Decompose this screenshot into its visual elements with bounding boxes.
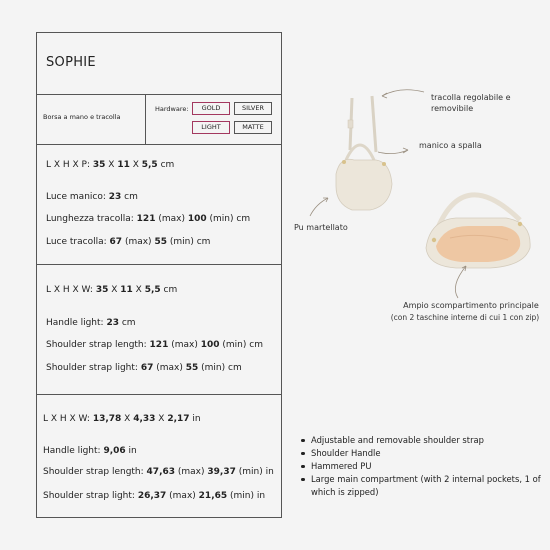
strap-length-line: Lunghezza tracolla: 121 (max) 100 (min) cm [46, 214, 251, 224]
title-row [37, 33, 281, 95]
hardware-option-silver[interactable]: SILVER [234, 102, 272, 115]
spec-sheet [36, 32, 282, 518]
strap-drop-line: Shoulder strap light: 26,37 (max) 21,65 (min) in [43, 491, 266, 501]
english-inch-section [37, 395, 281, 519]
description-row [37, 95, 281, 145]
callout-compartment-title: Ampio scompartimento principale [403, 301, 539, 310]
dimensions-line: L X H X W: 35 X 11 X 5,5 cm [46, 285, 178, 295]
strap-drop-line: Luce tracolla: 67 (max) 55 (min) cm [46, 237, 211, 247]
product-description: Borsa a mano e tracolla [43, 113, 121, 121]
row-divider [145, 95, 146, 144]
product-title: SOPHIE [46, 55, 96, 70]
feature-item: Large main compartment (with 2 internal pockets, 1 of which is zipped) [300, 473, 548, 499]
feature-item: Adjustable and removable shoulder strap [300, 434, 548, 447]
hardware-option-matte[interactable]: MATTE [234, 121, 272, 134]
callout-strap: tracolla regolabile e removibile [431, 93, 511, 113]
hardware-label: Hardware: [155, 105, 189, 113]
handle-line: Luce manico: 23 cm [46, 192, 138, 202]
strap-drop-line: Shoulder strap light: 67 (max) 55 (min) cm [46, 363, 242, 373]
handle-line: Handle light: 9,06 in [43, 446, 137, 456]
feature-list [300, 434, 548, 499]
callout-compartment [386, 300, 550, 311]
pu-arrow [310, 198, 328, 216]
callout-arrows [290, 80, 550, 310]
feature-item: Shoulder Handle [300, 447, 548, 460]
strap-arrow [382, 90, 424, 96]
callout-handle: manico a spalla [419, 141, 482, 150]
strap-length-line: Shoulder strap length: 47,63 (max) 39,37 (min) in [43, 467, 274, 477]
dimensions-line: L X H X W: 13,78 X 4,33 X 2,17 in [43, 414, 201, 424]
hardware-option-gold[interactable]: GOLD [192, 102, 230, 115]
english-cm-section [37, 265, 281, 395]
callout-pu: Pu martellato [294, 223, 348, 232]
feature-item: Hammered PU [300, 460, 548, 473]
handle-line: Handle light: 23 cm [46, 318, 136, 328]
dimensions-line: L X H X P: 35 X 11 X 5,5 cm [46, 160, 175, 170]
strap-length-line: Shoulder strap length: 121 (max) 100 (min) cm [46, 340, 263, 350]
compartment-arrow [455, 266, 466, 298]
hardware-option-light[interactable]: LIGHT [192, 121, 230, 134]
italian-dimensions-section [37, 145, 281, 265]
callout-compartment-detail: (con 2 taschine interne di cui 1 con zip) [390, 313, 540, 322]
